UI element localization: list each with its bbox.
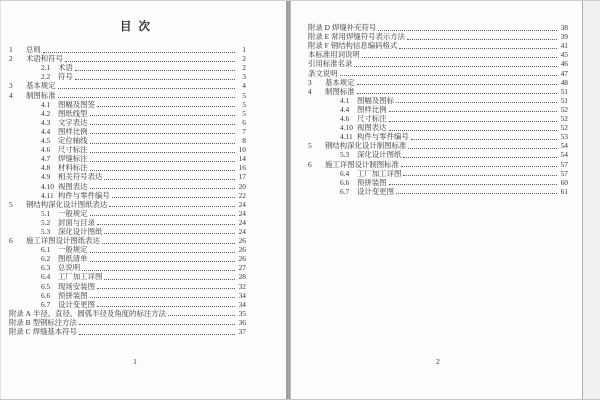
toc-title: 目次 [120,21,157,33]
dot-leader [104,179,235,180]
toc-entry-title: 焊缝基本符号 [32,327,77,336]
toc-entry-page-number: 57 [560,168,568,178]
toc-entry [308,187,568,196]
toc-entry-number: 5.2 [41,217,51,227]
toc-entry-title: 焊缝标注 [58,154,88,164]
dot-leader [90,297,235,298]
toc-entry-title: 符号 [58,72,73,82]
dot-leader [97,288,235,289]
dot-leader [362,57,557,58]
toc-entry [9,245,246,254]
toc-entry-title: 预拼装图 [357,177,387,187]
toc-entry-number: 6.1 [41,245,51,255]
toc-entry-title: 材料标注 [58,163,88,173]
toc-entry-number: 附录 C [9,327,31,336]
toc-entry-number: 5.1 [41,208,51,218]
toc-entry-page-number: 51 [560,95,568,105]
toc-entry-page-number: 48 [560,77,568,87]
toc-entry-page-number: 16 [238,163,246,173]
toc-entry [308,96,568,105]
page-number-footer: 2 [436,357,440,366]
toc-entry [308,50,568,59]
toc-entry-list-page-2 [308,23,568,196]
toc-entry-title: 总说明 [58,263,81,273]
toc-entry-number: 附录 E [308,32,330,42]
toc-entry-number: 2.2 [41,72,51,82]
toc-entry-title: 制图标准 [325,86,355,96]
toc-entry-title: 钢结构深化设计制图标准 [325,141,407,151]
toc-entry-page-number: 5 [242,108,246,118]
toc-entry [9,272,246,281]
toc-entry-number: 附录 F [308,41,329,51]
toc-entry-number: 6.3 [41,263,51,273]
toc-entry-number: 5 [9,199,13,209]
toc-entry-title: 制图标准 [26,90,56,100]
toc-entry [308,178,568,187]
toc-entry-number: 4.1 [340,95,350,105]
dot-leader [90,261,235,262]
toc-entry-page-number: 52 [560,114,568,124]
toc-entry-page-number: 45 [560,50,568,60]
toc-entry-page-number: 52 [560,123,568,133]
toc-entry [9,318,246,327]
toc-entry-page-number: 20 [238,181,246,191]
toc-entry-number: 6.6 [340,177,350,187]
toc-entry [9,309,246,318]
dot-leader [97,224,235,225]
dot-leader [58,88,235,89]
toc-entry-title: 图幅及图标 [357,95,394,105]
dot-leader [102,243,235,244]
toc-entry [308,114,568,123]
toc-entry-title: 焊缝补充符号 [331,23,377,33]
toc-entry-number: 6.4 [340,168,350,178]
dot-leader [90,152,235,153]
toc-entry [9,118,246,127]
dot-leader [357,84,557,85]
dot-leader [90,124,235,125]
toc-entry-page-number: 2 [242,63,246,73]
toc-entry-title: 视图表达 [58,181,88,191]
toc-entry [308,68,568,77]
dot-leader [340,75,557,76]
toc-entry-title: 深化设计图纸 [357,150,402,160]
toc-entry-page-number: 47 [560,68,568,78]
toc-entry-title: 设计变更图 [357,186,394,196]
dot-leader [112,197,235,198]
toc-entry-title: 工厂加工详图 [58,272,103,282]
toc-entry [9,172,246,181]
toc-entry [9,163,246,172]
toc-entry-number: 3 [308,77,312,87]
toc-entry-page-number: 24 [238,226,246,236]
toc-page-1 [0,1,288,399]
toc-entry-page-number: 38 [560,23,568,33]
toc-entry [308,23,568,32]
dot-leader [65,61,235,62]
toc-entry [9,100,246,109]
toc-entry [9,81,246,90]
dot-leader [389,111,557,112]
toc-entry-page-number: 24 [238,199,246,209]
toc-entry-number: 4.10 [340,123,353,133]
dot-leader [90,215,235,216]
toc-entry-page-number: 26 [238,245,246,255]
toc-entry-number: 6.4 [41,272,51,282]
toc-entry-title: 一般规定 [58,208,88,218]
toc-entry-title: 尺寸标注 [357,114,387,124]
toc-entry-page-number: 37 [238,327,246,336]
toc-entry-number: 2 [9,54,13,64]
toc-entry-title: 钢结构信息编码格式 [330,41,398,51]
toc-entry-title: 总则 [26,45,41,55]
toc-entry-number: 附录 A [9,308,31,318]
toc-entry-page-number: 35 [238,308,246,318]
toc-entry [9,200,246,209]
toc-entry-page-number: 7 [242,126,246,136]
toc-entry-number: 2.1 [41,63,51,73]
toc-entry-page-number: 1 [242,45,246,55]
toc-page-2 [290,1,583,399]
toc-entry-title: 基本规定 [325,77,355,87]
toc-entry-title: 基本规定 [26,81,56,91]
toc-entry-page-number: 51 [560,86,568,96]
toc-entry-number: 5 [308,141,312,151]
dot-leader [75,79,235,80]
toc-entry-page-number: 27 [238,263,246,273]
toc-entry-number: 6.6 [41,290,51,300]
toc-entry-number: 6 [308,159,312,169]
toc-entry [9,327,246,336]
toc-entry-number: 4.7 [41,154,51,164]
toc-entry-page-number: 60 [560,177,568,187]
toc-entry-page-number: 4 [242,81,246,91]
dot-leader [82,270,235,271]
toc-entry-title: 引用标准名录 [308,59,353,69]
toc-entry [308,41,568,50]
dot-leader [357,93,557,94]
toc-entry-page-number: 53 [560,132,568,142]
toc-entry-title: 图样比例 [58,126,88,136]
toc-entry-number: 4 [308,86,312,96]
toc-entry-page-number: 17 [238,172,246,182]
dot-leader [403,175,557,176]
toc-entry [308,78,568,87]
toc-entry-title: 封面与目录 [58,217,95,227]
dot-leader [58,97,235,98]
toc-entry-page-number: 22 [238,190,246,200]
dot-leader [90,143,235,144]
dot-leader [104,233,235,234]
dot-leader [90,115,235,116]
toc-entry-number: 4.6 [41,145,51,155]
toc-entry-number: 5.3 [41,226,51,236]
toc-entry-number: 6 [9,236,13,246]
toc-entry-title: 构件与零件编号 [357,132,409,142]
toc-entry-title: 施工详图设计制图标准 [325,159,399,169]
toc-entry-number: 6.2 [41,254,51,264]
toc-entry-title: 一般规定 [58,245,88,255]
dot-leader [411,139,557,140]
toc-entry-title: 深化设计图纸 [58,226,103,236]
toc-entry-title: 现场安装图 [58,281,95,291]
toc-entry-title: 术语和符号 [26,54,63,64]
toc-entry [308,132,568,141]
dot-leader [104,279,235,280]
toc-entry [9,127,246,136]
toc-entry-number: 4.5 [41,136,51,146]
toc-entry-number: 4.2 [41,108,51,118]
dot-leader [389,184,557,185]
toc-entry-number: 4 [9,90,13,100]
toc-entry [308,123,568,132]
toc-entry-title: 钢结构深化设计图纸表达 [26,199,108,209]
toc-entry [9,291,246,300]
toc-entry-page-number: 14 [238,154,246,164]
toc-entry [308,87,568,96]
dot-leader [75,70,235,71]
toc-entry [9,145,246,154]
toc-entry [9,136,246,145]
toc-entry-page-number: 34 [238,299,246,309]
dot-leader [378,30,557,31]
toc-entry-title: 型钢标注方法 [32,317,77,327]
dot-leader [90,161,235,162]
scan-background-strip [583,1,600,399]
toc-entry-number: 4.8 [41,163,51,173]
dot-leader [403,157,557,158]
toc-entry-title: 图纸清单 [58,254,88,264]
toc-entry-page-number: 3 [242,72,246,82]
toc-entry-title: 图纸线型 [58,108,88,118]
toc-entry-page-number: 39 [560,32,568,42]
toc-entry-title: 预拼装图 [58,290,88,300]
toc-entry-page-number: 36 [238,317,246,327]
dot-leader [396,193,557,194]
toc-entry-page-number: 26 [238,236,246,246]
toc-entry-page-number: 57 [560,159,568,169]
toc-entry-title: 半径、直径、圆弧半径及角度的标注方法 [32,308,167,318]
toc-entry [9,63,246,72]
toc-entry-title: 术语 [58,63,73,73]
toc-entry [308,59,568,68]
toc-entry [9,72,246,81]
dot-leader [399,48,557,49]
toc-entry-number: 4.10 [41,181,54,191]
toc-entry-page-number: 46 [560,59,568,69]
dot-leader [408,148,557,149]
toc-entry-list-page-1 [9,45,246,336]
toc-entry-number: 6.7 [41,299,51,309]
dot-leader [389,121,557,122]
toc-entry [9,90,246,99]
toc-entry [9,209,246,218]
toc-entry-page-number: 41 [560,41,568,51]
toc-entry [9,154,246,163]
dot-leader [97,106,235,107]
toc-entry [9,300,246,309]
toc-entry-number: 4.6 [340,114,350,124]
toc-entry-page-number: 34 [238,290,246,300]
toc-entry [9,236,246,245]
toc-entry [308,150,568,159]
toc-entry-page-number: 52 [560,104,568,114]
toc-entry-number: 附录 B [9,317,31,327]
dot-leader [79,334,235,335]
toc-entry [308,169,568,178]
dot-leader [43,52,235,53]
toc-entry [9,191,246,200]
toc-entry-title: 尺寸标注 [58,145,88,155]
toc-entry-number: 4.9 [41,172,51,182]
toc-entry-title: 条文说明 [308,68,338,78]
toc-entry-page-number: 24 [238,217,246,227]
toc-entry [9,281,246,290]
page-number-footer: 1 [133,357,137,366]
toc-entry-number: 4.4 [340,104,350,114]
toc-entry-page-number: 61 [560,186,568,196]
dot-leader [396,102,557,103]
toc-entry-page-number: 54 [560,150,568,160]
toc-entry-number: 3 [9,81,13,91]
toc-entry [308,32,568,41]
toc-entry-title: 工厂加工详图 [357,168,402,178]
dot-leader [354,66,557,67]
toc-entry-number: 1 [9,45,13,55]
toc-entry-title: 视图表达 [357,123,387,133]
toc-entry-number: 5.3 [340,150,350,160]
toc-entry-title: 构件与零件编号 [58,190,110,200]
toc-entry [9,263,246,272]
toc-entry-number: 4.1 [41,99,51,109]
toc-entry-title: 本标准用词说明 [308,50,360,60]
toc-entry [9,254,246,263]
toc-entry [9,54,246,63]
dot-leader [90,188,235,189]
toc-entry-page-number: 54 [560,141,568,151]
toc-entry-page-number: 6 [242,117,246,127]
dot-leader [109,206,235,207]
dot-leader [90,252,235,253]
toc-entry-page-number: 32 [238,281,246,291]
dot-leader [168,315,235,316]
dot-leader [79,324,235,325]
toc-entry-title: 施工详图设计图纸表达 [26,236,100,246]
toc-entry-title: 相关符号表达 [58,172,103,182]
toc-entry-page-number: 5 [242,99,246,109]
toc-entry [9,227,246,236]
toc-entry-title: 常用焊缝符号表示方法 [331,32,406,42]
toc-entry-title: 定位轴线 [58,136,88,146]
toc-entry-page-number: 28 [238,272,246,282]
toc-entry-page-number: 5 [242,90,246,100]
toc-entry [9,218,246,227]
toc-entry-page-number: 26 [238,254,246,264]
toc-entry-title: 文字表达 [58,117,88,127]
dot-leader [90,170,235,171]
toc-entry-title: 设计变更图 [58,299,95,309]
toc-entry-title: 图幅及图签 [58,99,95,109]
toc-entry-number: 6.7 [340,186,350,196]
toc-entry [9,45,246,54]
dot-leader [401,166,557,167]
dot-leader [407,39,557,40]
toc-entry-page-number: 24 [238,208,246,218]
dot-leader [90,133,235,134]
toc-entry-number: 6.5 [41,281,51,291]
dot-leader [389,130,557,131]
toc-entry-number: 4.3 [41,117,51,127]
dot-leader [97,306,235,307]
toc-entry-number: 4.4 [41,126,51,136]
toc-entry-page-number: 10 [238,145,246,155]
toc-entry [308,159,568,168]
toc-entry-title: 图样比例 [357,104,387,114]
toc-entry-number: 附录 D [308,23,330,33]
toc-entry-page-number: 2 [242,54,246,64]
toc-entry-number: 4.11 [41,190,54,200]
toc-entry-number: 4.11 [340,132,353,142]
toc-entry [9,181,246,190]
toc-entry [9,109,246,118]
toc-entry [308,141,568,150]
toc-entry-page-number: 8 [242,136,246,146]
toc-entry [308,105,568,114]
